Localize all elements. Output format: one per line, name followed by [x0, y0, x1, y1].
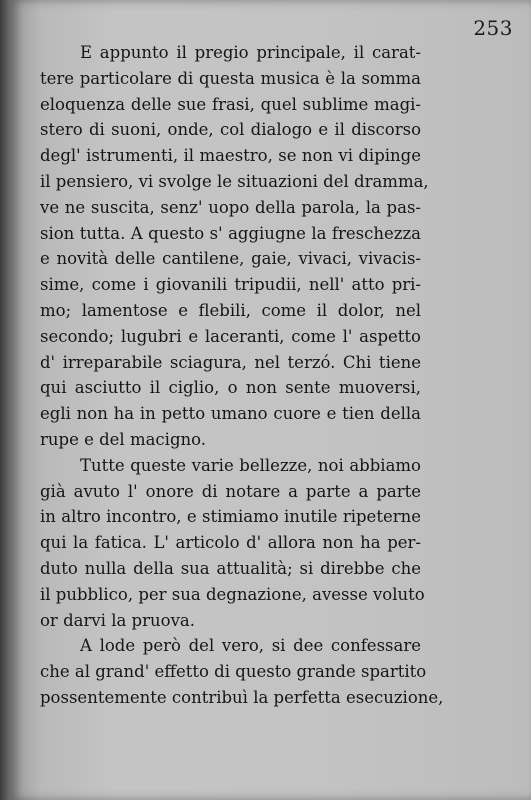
- book-page: [10, 0, 531, 800]
- text-line: or darvi la pruova.: [40, 610, 195, 630]
- text-line: qui la fatica. L' articolo d' allora non ha per-: [40, 533, 421, 553]
- text-line: d' irreparabile sciagura, nel terzó. Chi tiene: [40, 352, 421, 372]
- page-number: 253: [473, 16, 513, 40]
- text-line: ve ne suscita, senz' uopo della parola, la pas-: [40, 197, 421, 217]
- text-line: già avuto l' onore di notare a parte a parte: [40, 481, 421, 501]
- text-line: il pensiero, vi svolge le situazioni del dramma,: [40, 171, 429, 191]
- body-text: [40, 40, 444, 711]
- text-line: eloquenza delle sue frasi, quel sublime magi-: [40, 94, 421, 114]
- text-line: sion tutta. A questo s' aggiugne la freschezza: [40, 223, 421, 243]
- text-line: tere particolare di questa musica è la somma: [40, 68, 421, 88]
- text-line: E appunto il pregio principale, il carat-: [80, 43, 421, 62]
- text-line: in altro incontro, e stimiamo inutile ripeterne: [40, 507, 421, 527]
- text-line: possentemente contribuì la perfetta esecuzione,: [40, 687, 444, 707]
- text-line: rupe e del macigno.: [40, 429, 207, 449]
- text-line: che al grand' effetto di questo grande spartito: [40, 662, 427, 682]
- text-line: e novità delle cantilene, gaie, vivaci, vivacis-: [40, 249, 421, 269]
- text-line: Tutte queste varie bellezze, noi abbiamo: [80, 455, 421, 475]
- text-line: duto nulla della sua attualità; si direbbe che: [40, 558, 421, 578]
- text-line: il pubblico, per sua degnazione, avesse voluto: [40, 584, 425, 604]
- text-line: secondo; lugubri e laceranti, come l' aspetto: [40, 326, 421, 346]
- text-line: mo; lamentose e flebili, come il dolor, nel: [40, 300, 421, 320]
- text-line: stero di suoni, onde, col dialogo e il discorso: [40, 120, 421, 140]
- text-line: sime, come i giovanili tripudii, nell' atto pri-: [40, 275, 421, 295]
- book-spine-shadow: [0, 0, 10, 800]
- text-line: A lode però del vero, si dee confessare: [80, 636, 421, 656]
- text-line: qui asciutto il ciglio, o non sente muoversi,: [40, 378, 421, 398]
- text-line: degl' istrumenti, il maestro, se non vi dipinge: [40, 146, 421, 166]
- text-line: egli non ha in petto umano cuore e tien della: [40, 404, 421, 424]
